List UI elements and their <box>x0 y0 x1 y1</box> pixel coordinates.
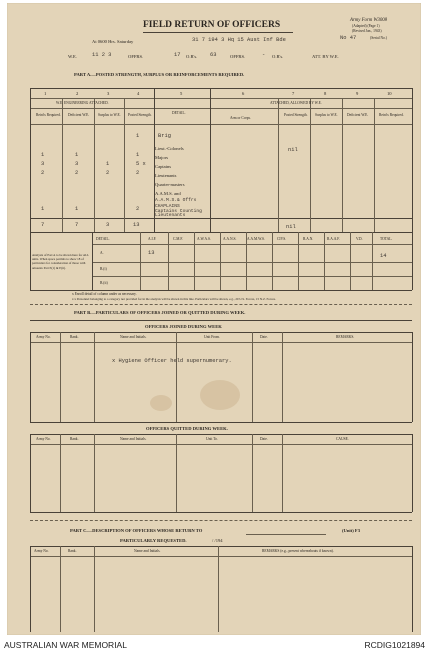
part-c-col <box>30 546 31 632</box>
col-num-1: 1 <box>44 91 47 96</box>
analysis-h-aans: A.A.N.S. <box>223 237 237 241</box>
group-left-header: W.E. ENGINEERING ATTACHED. <box>56 101 109 105</box>
offrs-value: 17 <box>174 52 181 58</box>
analysis-col <box>194 232 195 290</box>
joined-col <box>60 332 61 422</box>
analysis-col <box>272 232 273 290</box>
c1-total: 7 <box>41 222 45 228</box>
part-c-unit: (Unit) F3 <box>342 528 360 533</box>
table-a-line <box>30 108 412 109</box>
paper-stain <box>150 395 172 411</box>
offrs2-value: - <box>262 52 266 58</box>
part-c-h-army: Army No. <box>34 549 49 553</box>
title-underline <box>143 32 293 33</box>
c3-total: 3 <box>106 222 110 228</box>
quitted-col <box>282 434 283 512</box>
form-adapted: (Adapted) (Page 1) <box>352 24 380 28</box>
analysis-col <box>412 232 413 290</box>
quitted-col <box>176 434 177 512</box>
col-line <box>94 98 95 232</box>
quitted-h-date: Date. <box>260 437 268 441</box>
joined-h-unit: Unit From. <box>204 335 220 339</box>
hrs-prefix: At 0600 Hrs. Saturday <box>92 39 134 44</box>
detail-lieutenants-2: Lieutenants <box>155 213 186 218</box>
footer-right: RCDIG1021894 <box>364 640 425 650</box>
part-b-divider <box>30 304 412 305</box>
serial-label: (Serial No.) <box>370 36 387 40</box>
part-c-h-remarks: REMARKS (e.g., present whereabouts if known). <box>262 549 334 553</box>
part-c-col <box>218 546 219 632</box>
table-a-line <box>30 98 412 99</box>
quitted-title: OFFICERS QUITTED DURING WEEK. <box>146 426 228 431</box>
col-num-9: 9 <box>356 91 359 96</box>
analysis-total-value: 14 <box>380 253 387 259</box>
col-num-10: 10 <box>387 91 392 96</box>
col-header-3: Surplus to W.E. <box>98 113 121 117</box>
detail-brig: Brig <box>158 133 171 139</box>
col-header-4: Posted Strength. <box>128 113 152 117</box>
detail-quarter-masters: Quarter-masters <box>155 182 185 187</box>
joined-h-date: Date. <box>260 335 268 339</box>
part-c-col <box>412 546 413 632</box>
joined-col <box>412 332 413 422</box>
group-right-header: ATTACHED, ALLOWED BY W.E. <box>270 101 322 105</box>
nil-posted: nil <box>288 147 298 153</box>
analysis-side-note: Analysis of Part A to be shown here for ALL units. When space permits to show 18 of particulars for consideration of those with amounts Part E(1) & E(ii). <box>32 253 89 270</box>
analysis-h-awas: A.W.A.S. <box>197 237 211 241</box>
form-revised: (Revised Jan., 1943) <box>352 29 382 33</box>
joined-col <box>282 332 283 422</box>
joined-bottom <box>30 422 412 423</box>
part-c-header-line <box>30 556 412 557</box>
we-label: W.E. <box>68 54 78 59</box>
part-c-col <box>60 546 61 632</box>
quitted-bottom <box>30 512 412 513</box>
footnote-1: x Enroll detail of column under as necessary. <box>72 292 137 296</box>
quitted-h-army: Army No. <box>36 437 51 441</box>
offrs-label: OFFRS. <box>128 54 144 59</box>
we-value: 11 2 3 <box>92 52 112 58</box>
att-label: ATT. BY W.E. <box>312 54 339 59</box>
part-c-col <box>94 546 95 632</box>
analysis-h-ran: R.A.N. <box>303 237 314 241</box>
col-num-7: 7 <box>292 91 295 96</box>
c2-v2: 3 <box>75 161 79 167</box>
paper-stain <box>200 380 240 410</box>
col-num-5: 5 <box>180 91 183 96</box>
col-header-8: Surplus to W.E. <box>315 113 338 117</box>
c1-v3: 2 <box>41 170 45 176</box>
col-line <box>124 98 125 232</box>
col-line <box>342 98 343 232</box>
col-num-4: 4 <box>137 91 140 96</box>
col-line <box>62 98 63 232</box>
joined-col <box>252 332 253 422</box>
part-c-unit-blank <box>246 534 326 535</box>
part-c-requested-date: / /194 <box>212 538 223 543</box>
analysis-h-total: TOTAL. <box>380 237 393 241</box>
quitted-col <box>30 434 31 512</box>
c4-v4: 2 <box>136 170 140 176</box>
part-c-title: PART C.—DESCRIPTION OF OFFICERS WHOSE RETURN TO <box>70 528 203 533</box>
col-num-8: 8 <box>324 91 327 96</box>
analysis-h-cmf: C.M.F. <box>173 237 183 241</box>
col-num-2: 2 <box>76 91 79 96</box>
analysis-h-vd: V.D. <box>356 237 363 241</box>
analysis-col <box>92 232 93 290</box>
part-b-title: PART B.—PARTICULARS OF OFFICERS JOINED OR QUITTED DURING WEEK. <box>74 310 246 315</box>
detail-majors: Majors <box>155 155 169 160</box>
c4-v2: 1 <box>136 152 140 158</box>
quitted-col <box>94 434 95 512</box>
quitted-h-cause: CAUSE. <box>336 437 349 441</box>
detail-captains: Captains <box>155 164 172 169</box>
col-num-3: 3 <box>107 91 110 96</box>
detail-captains-counting: Captains Counting <box>155 209 202 214</box>
c3-v2: 2 <box>106 170 110 176</box>
c4-v3: 5 x <box>136 161 146 167</box>
footnote-2: x x Personnel belonging to a category not provided for in the analysis will be shown in this line. Particulars will be shown, e.g., 20 U.S. Forces, 15 N.Z. Forces. <box>72 297 276 301</box>
c4-v1: 1 <box>136 133 140 139</box>
joined-col <box>94 332 95 422</box>
analysis-h-raaf: R.A.A.F. <box>327 237 340 241</box>
serial-number: No 47 <box>340 35 357 41</box>
col-line <box>412 88 413 232</box>
offrs2-label: OFFRS. <box>230 54 246 59</box>
quitted-col <box>252 434 253 512</box>
detail-lieutenants: Lieutenants <box>155 173 177 178</box>
quitted-col <box>60 434 61 512</box>
analysis-col <box>140 232 141 290</box>
col-line <box>374 98 375 232</box>
c4-v5: 2 <box>136 206 140 212</box>
table-a-bottom <box>30 232 412 233</box>
c1-v1: 1 <box>41 152 45 158</box>
table-a-top <box>30 88 412 89</box>
part-c-h-name: Name and Initials. <box>134 549 161 553</box>
part-a-title: PART A.—POSTED STRENGTH, SURPLUS OR REINFORCEMENTS REQUIRED. <box>74 72 245 77</box>
ors2-label: O.R's. <box>272 54 284 59</box>
form-title: FIELD RETURN OF OFFICERS <box>143 20 281 30</box>
analysis-col <box>220 232 221 290</box>
c4-total: 13 <box>133 222 140 228</box>
analysis-bottom <box>30 290 412 291</box>
quitted-line <box>30 434 412 435</box>
joined-typed-entry: x Hygiene Officer held supernumerary. <box>112 358 232 364</box>
part-c-divider <box>30 520 412 521</box>
footer-left: AUSTRALIAN WAR MEMORIAL <box>4 640 127 650</box>
table-a-total-line <box>30 218 412 219</box>
joined-line <box>30 332 412 333</box>
date-unit-value: 31 7 194 3 Hq 15 Aust Inf Bde <box>192 37 286 43</box>
analysis-col <box>30 232 31 290</box>
analysis-h-aamws: A.A.M.W.S. <box>247 237 265 241</box>
ors-value: 63 <box>210 52 217 58</box>
analysis-h-aif: A.I.F. <box>148 237 157 241</box>
analysis-col <box>350 232 351 290</box>
col-header-9: Deficient W.E. <box>347 113 369 117</box>
col-header-10: Rein'ts Required. <box>379 113 404 117</box>
c2-total: 7 <box>75 222 79 228</box>
analysis-row-bii: B.(ii) <box>100 281 108 285</box>
analysis-h-detail: DETAIL. <box>96 237 110 241</box>
c1-v4: 1 <box>41 206 45 212</box>
archive-footer <box>0 638 429 653</box>
analysis-aif-value: 13 <box>148 250 155 256</box>
quitted-h-rank: Rank. <box>70 437 79 441</box>
c2-v1: 1 <box>75 152 79 158</box>
col-num-6: 6 <box>242 91 245 96</box>
col-header-5: DETAIL. <box>172 111 186 115</box>
joined-col <box>30 332 31 422</box>
part-c-line <box>30 546 412 547</box>
col-line <box>278 98 279 232</box>
quitted-h-name: Name and Initials. <box>120 437 147 441</box>
col-header-2: Deficient W.E. <box>68 113 90 117</box>
analysis-col <box>298 232 299 290</box>
detail-chaplains: CHAPLAINS <box>155 204 180 209</box>
analysis-row-a: A. <box>100 251 104 255</box>
quitted-h-unit: Unit To. <box>206 437 218 441</box>
nil-total: nil <box>286 224 296 230</box>
col-line <box>210 88 211 232</box>
quitted-col <box>412 434 413 512</box>
detail-lieut-colonels: Lieut.-Colonels <box>155 146 184 151</box>
joined-h-army: Army No. <box>36 335 51 339</box>
table-a-line <box>30 124 412 125</box>
detail-aams: A.A.M.S. and <box>155 191 181 196</box>
analysis-col <box>324 232 325 290</box>
detail-aams-offrs: A.A.M.S.& Offrs <box>155 198 197 203</box>
joined-col <box>176 332 177 422</box>
ors-label: O.R's. <box>186 54 198 59</box>
joined-h-rank: Rank. <box>70 335 79 339</box>
col-line <box>310 98 311 232</box>
joined-title: OFFICERS JOINED DURING WEEK <box>145 324 222 329</box>
part-b-line <box>30 320 412 321</box>
col-line <box>30 88 31 232</box>
part-c-requested: PARTICULARLY REQUESTED. <box>120 538 187 543</box>
c2-v4: 1 <box>75 206 79 212</box>
joined-h-remarks: REMARKS. <box>336 335 355 339</box>
analysis-h-civs: CIVS. <box>277 237 287 241</box>
analysis-col <box>168 232 169 290</box>
analysis-col <box>372 232 373 290</box>
col-header-1: Rein'ts Required. <box>36 113 61 117</box>
c3-v1: 1 <box>106 161 110 167</box>
quitted-header-line <box>30 444 412 445</box>
joined-h-name: Name and Initials. <box>120 335 147 339</box>
col-header-7: Posted Strength. <box>284 113 308 117</box>
c2-v3: 2 <box>75 170 79 176</box>
c1-v2: 3 <box>41 161 45 167</box>
analysis-row-bi: B.(i) <box>100 267 107 271</box>
joined-header-line <box>30 342 412 343</box>
col-header-6: Arm or Corps. <box>230 116 251 120</box>
part-c-h-rank: Rank. <box>68 549 77 553</box>
form-id: Army Form W3008 <box>350 18 388 23</box>
